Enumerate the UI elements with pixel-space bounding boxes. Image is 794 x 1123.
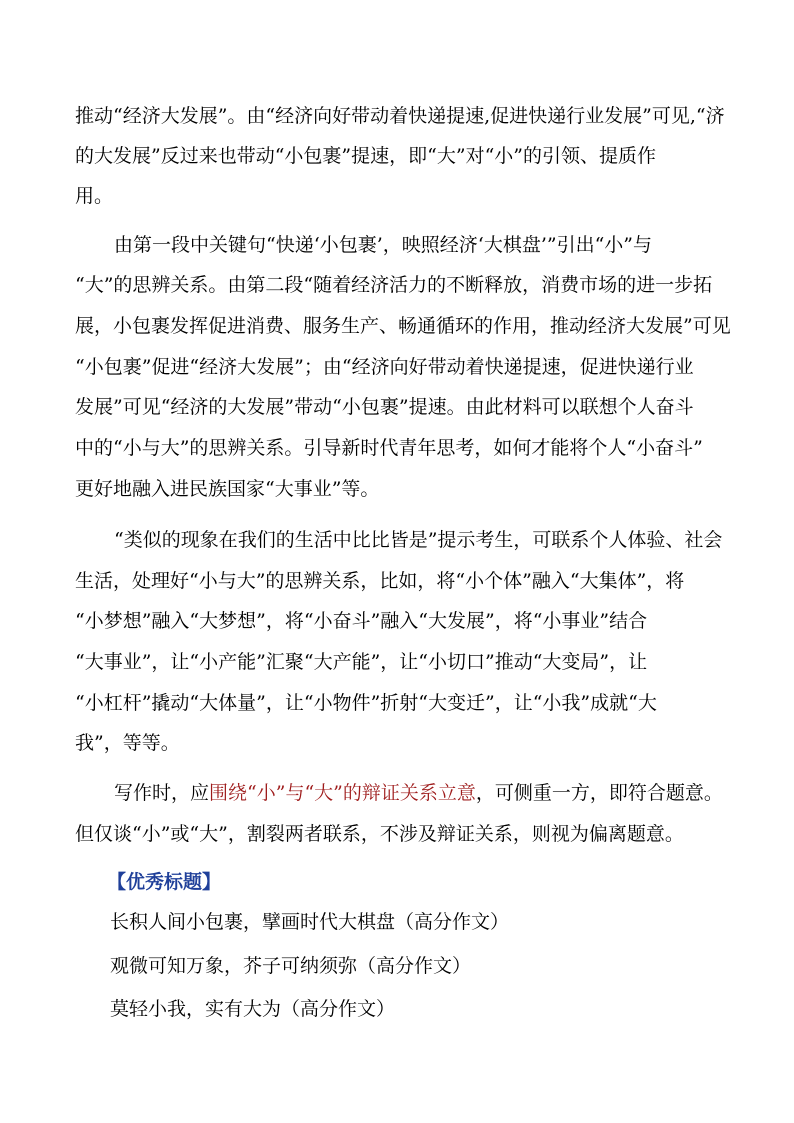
paragraph-line: “小梦想”融入“大梦想”，将“小奋斗”融入“大发展”，将“小事业”结合	[75, 610, 648, 632]
writing-guidance-text: 写作时，应	[114, 782, 210, 804]
title-item: 观微可知万象，芥子可纳须弥（高分作文）	[110, 955, 472, 977]
paragraph-line: 生活，处理好“小与大”的思辨关系，比如，将“小个体”融入“大集体”，将	[75, 570, 685, 592]
paragraph-line: “大”的思辨关系。由第二段“随着经济活力的不断释放，消费市场的进一步拓	[75, 274, 713, 296]
paragraph-line: 由第一段中关键句“快递‘小包裹’，映照经济‘大棋盘’”引出“小”与	[114, 234, 653, 256]
paragraph-line: “小杠杆”撬动“大体量”，让“小物件”折射“大变迁”，让“小我”成就“大	[75, 692, 657, 714]
paragraph-line: 我”，等等。	[75, 732, 180, 754]
paragraph-line: 展，小包裹发挥促进消费、服务生产、畅通循环的作用，推动经济大发展”可见	[75, 315, 731, 337]
paragraph-line: 中的“小与大”的思辨关系。引导新时代青年思考，如何才能将个人“小奋斗”	[75, 437, 703, 459]
paragraph-line: 发展”可见“经济的大发展”带动“小包裹”提速。由此材料可以联想个人奋斗	[75, 396, 694, 418]
paragraph-line: 的大发展”反过来也带动“小包裹”提速，即“大”对“小”的引领、提质作	[75, 145, 656, 167]
paragraph-line: “类似的现象在我们的生活中比比皆是”提示考生，可联系个人体验、社会	[114, 529, 723, 551]
paragraph-line: 用。	[75, 185, 114, 207]
title-item: 长积人间小包裹，擘画时代大棋盘（高分作文）	[110, 911, 510, 933]
highlighted-thesis: 围绕“小”与“大”的辩证关系立意	[209, 782, 476, 804]
paragraph-line: “小包裹”促进“经济大发展”；由“经济向好带动着快递提速，促进快递行业	[75, 356, 694, 378]
paragraph-line: 推动“经济大发展”。由“经济向好带动着快递提速,促进快递行业发展”可见,“济	[75, 105, 725, 127]
paragraph-line: 更好地融入进民族国家“大事业”等。	[75, 478, 380, 500]
section-heading: 【优秀标题】	[107, 871, 222, 893]
writing-guidance-line: 但仅谈“小”或“大”，割裂两者联系，不涉及辩证关系，则视为偏离题意。	[75, 823, 684, 845]
writing-guidance-text: ，可侧重一方，即符合题意。	[475, 782, 723, 804]
paragraph-line: “大事业”，让“小产能”汇聚“大产能”，让“小切口”推动“大变局”，让	[75, 651, 648, 673]
writing-guidance-line	[114, 780, 723, 806]
title-item: 莫轻小我，实有大为（高分作文）	[110, 998, 396, 1020]
